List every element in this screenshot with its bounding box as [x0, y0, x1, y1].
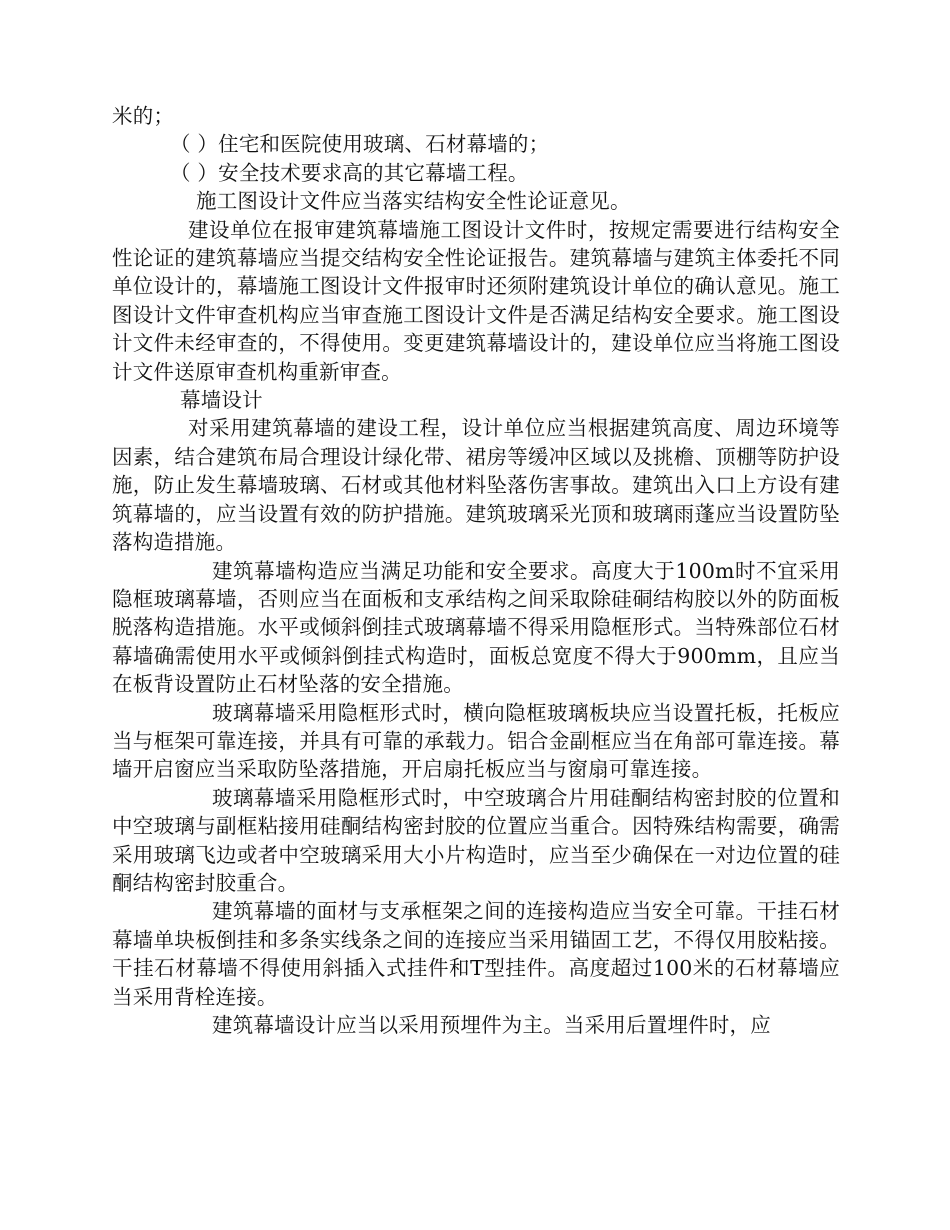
paragraph-embedded-parts: 建筑幕墙设计应当以采用预埋件为主。当采用后置埋件时，应: [212, 1013, 771, 1037]
list-item-hospital-residential: （ ）住宅和医院使用玻璃、石材幕墙的；: [170, 132, 550, 157]
paragraph-hidden-frame: 玻璃幕墙采用隐框形式时，横向隐框玻璃板块应当设置托板，托板应当与框架可靠连接，并具有可靠的承载力。铝合金副框应当在角部可靠连接。幕墙开启窗应当采取防坠落措施，开启扇托板应当与窗扇可靠连接。: [112, 700, 840, 782]
list-item-high-safety: （ ）安全技术要求高的其它幕墙工程。: [170, 160, 529, 185]
paragraph-sealant: 玻璃幕墙采用隐框形式时，中空玻璃合片用硅酮结构密封胶的位置和中空玻璃与副框粘接用硅酮结构密封胶的位置应当重合。因特殊结构需要，确需采用玻璃飞边或者中空玻璃采用大小片构造时，应当至少确保在一对边位置的硅酮结构密封胶重合。: [112, 785, 840, 895]
section-heading-curtain-wall-design: 幕墙设计: [180, 388, 263, 413]
paragraph-review: 建设单位在报审建筑幕墙施工图设计文件时，按规定需要进行结构安全性论证的建筑幕墙应当提交结构安全性论证报告。建筑幕墙与建筑主体委托不同单位设计的，幕墙施工图设计文件报审时还须附建筑设计单位的确认意见。施工图设计文件审查机构应当审查施工图设计文件是否满足结构安全要求。施工图设计文件未经审查的，不得使用。变更建筑幕墙设计的，建设单位应当将施工图设计文件送原审查机构重新审查。: [112, 217, 840, 384]
paragraph-design-docs: 施工图设计文件应当落实结构安全性论证意见。: [196, 189, 631, 214]
paragraph-stone-connection: 建筑幕墙的面材与支承框架之间的连接构造应当安全可靠。干挂石材幕墙单块板倒挂和多条实线条之间的连接应当采用锚固工艺，不得仅用胶粘接。干挂石材幕墙不得使用斜插入式挂件和T型挂件。高度超过100米的石材幕墙应当采用背栓连接。: [112, 899, 840, 1009]
paragraph-continuation: 米的；: [112, 104, 175, 128]
paragraph-protection: 对采用建筑幕墙的建设工程，设计单位应当根据建筑高度、周边环境等因素，结合建筑布局合理设计绿化带、裙房等缓冲区域以及挑檐、顶棚等防护设施，防止发生幕墙玻璃、石材或其他材料坠落伤害事故。建筑出入口上方设有建筑幕墙的，应当设置有效的防护措施。建筑玻璃采光顶和玻璃雨蓬应当设置防坠落构造措施。: [112, 416, 840, 555]
document-page: [112, 102, 840, 1039]
paragraph-construction: 建筑幕墙构造应当满足功能和安全要求。高度大于100m时不宜采用隐框玻璃幕墙，否则应当在面板和支承结构之间采取除硅硐结构胶以外的防面板脱落构造措施。水平或倾斜倒挂式玻璃幕墙不得采用隐框形式。当特殊部位石材幕墙确需使用水平或倾斜倒挂式构造时，面板总宽度不得大于900mm，且应当在板背设置防止石材坠落的安全措施。: [112, 558, 840, 697]
